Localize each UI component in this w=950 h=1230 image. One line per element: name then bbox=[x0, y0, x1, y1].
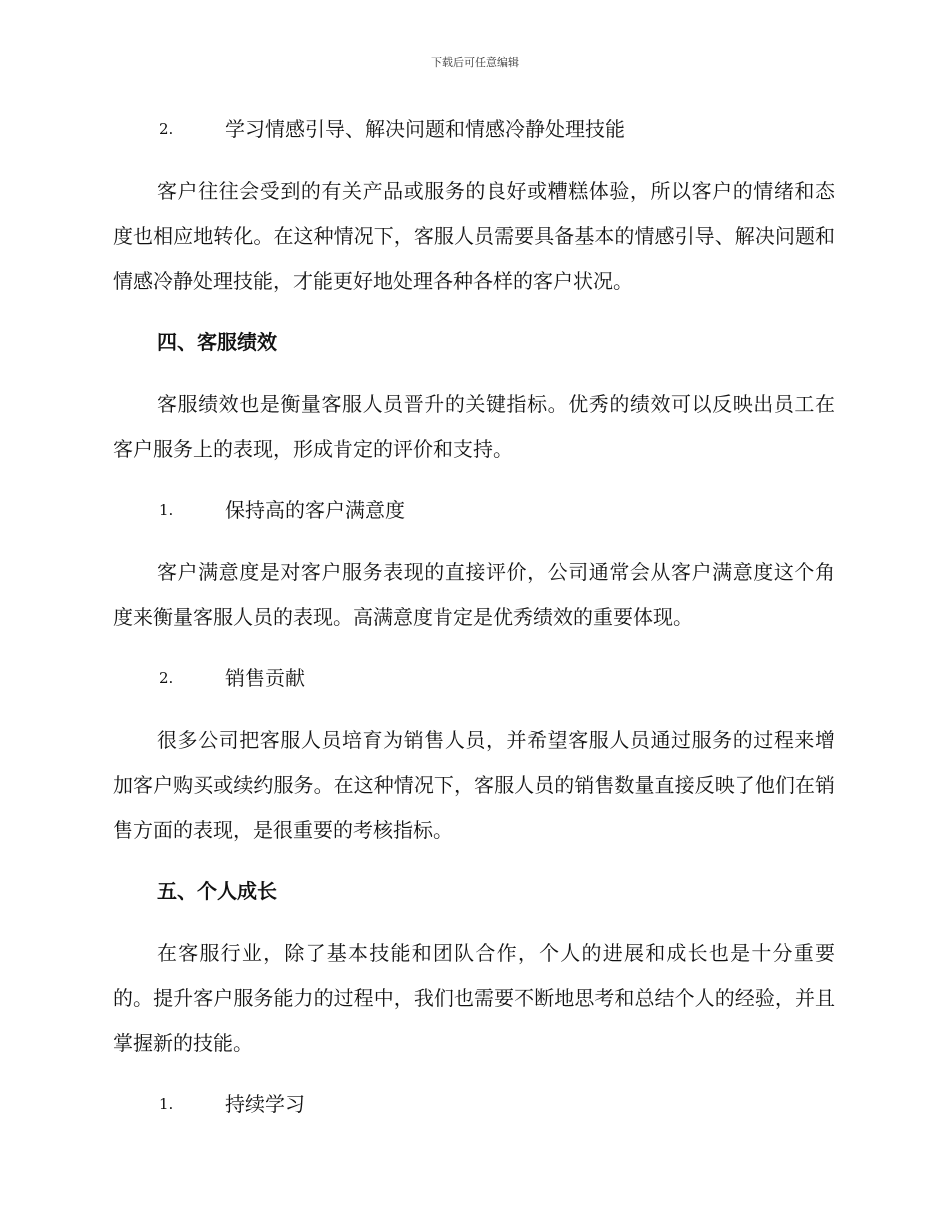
list-item-text: 保持高的客户满意度 bbox=[225, 498, 405, 522]
section-heading: 五、个人成长 bbox=[157, 879, 277, 903]
list-item-number: 1. bbox=[159, 1095, 174, 1113]
list-item bbox=[113, 492, 835, 528]
paragraph: 客服绩效也是衡量客服人员晋升的关键指标。优秀的绩效可以反映出员工在客户服务上的表现，形成肯定的评价和支持。 bbox=[113, 392, 835, 461]
list-item-text: 销售贡献 bbox=[225, 666, 305, 690]
paragraph: 客户满意度是对客户服务表现的直接评价，公司通常会从客户满意度这个角度来衡量客服人员的表现。高满意度肯定是优秀绩效的重要体现。 bbox=[113, 560, 835, 629]
list-item-number: 2. bbox=[159, 120, 174, 138]
document-body bbox=[113, 111, 835, 1122]
section-heading: 四、客服绩效 bbox=[157, 330, 277, 354]
page-header: 下载后可任意编辑 bbox=[431, 56, 519, 69]
list-item bbox=[113, 1086, 835, 1122]
list-item bbox=[113, 660, 835, 696]
paragraph: 在客服行业，除了基本技能和团队合作，个人的进展和成长也是十分重要的。提升客户服务能力的过程中，我们也需要不断地思考和总结个人的经验，并且掌握新的技能。 bbox=[113, 941, 835, 1055]
list-item-text: 持续学习 bbox=[225, 1092, 305, 1116]
list-item-text: 学习情感引导、解决问题和情感冷静处理技能 bbox=[225, 117, 625, 141]
list-item-number: 2. bbox=[159, 669, 174, 687]
paragraph: 很多公司把客服人员培育为销售人员，并希望客服人员通过服务的过程来增加客户购买或续约服务。在这种情况下，客服人员的销售数量直接反映了他们在销售方面的表现，是很重要的考核指标。 bbox=[113, 728, 835, 842]
paragraph: 客户往往会受到的有关产品或服务的良好或糟糕体验，所以客户的情绪和态度也相应地转化。在这种情况下，客服人员需要具备基本的情感引导、解决问题和情感冷静处理技能，才能更好地处理各种各样的客户状况。 bbox=[113, 179, 835, 293]
list-item-number: 1. bbox=[159, 501, 174, 519]
list-item bbox=[113, 111, 835, 147]
